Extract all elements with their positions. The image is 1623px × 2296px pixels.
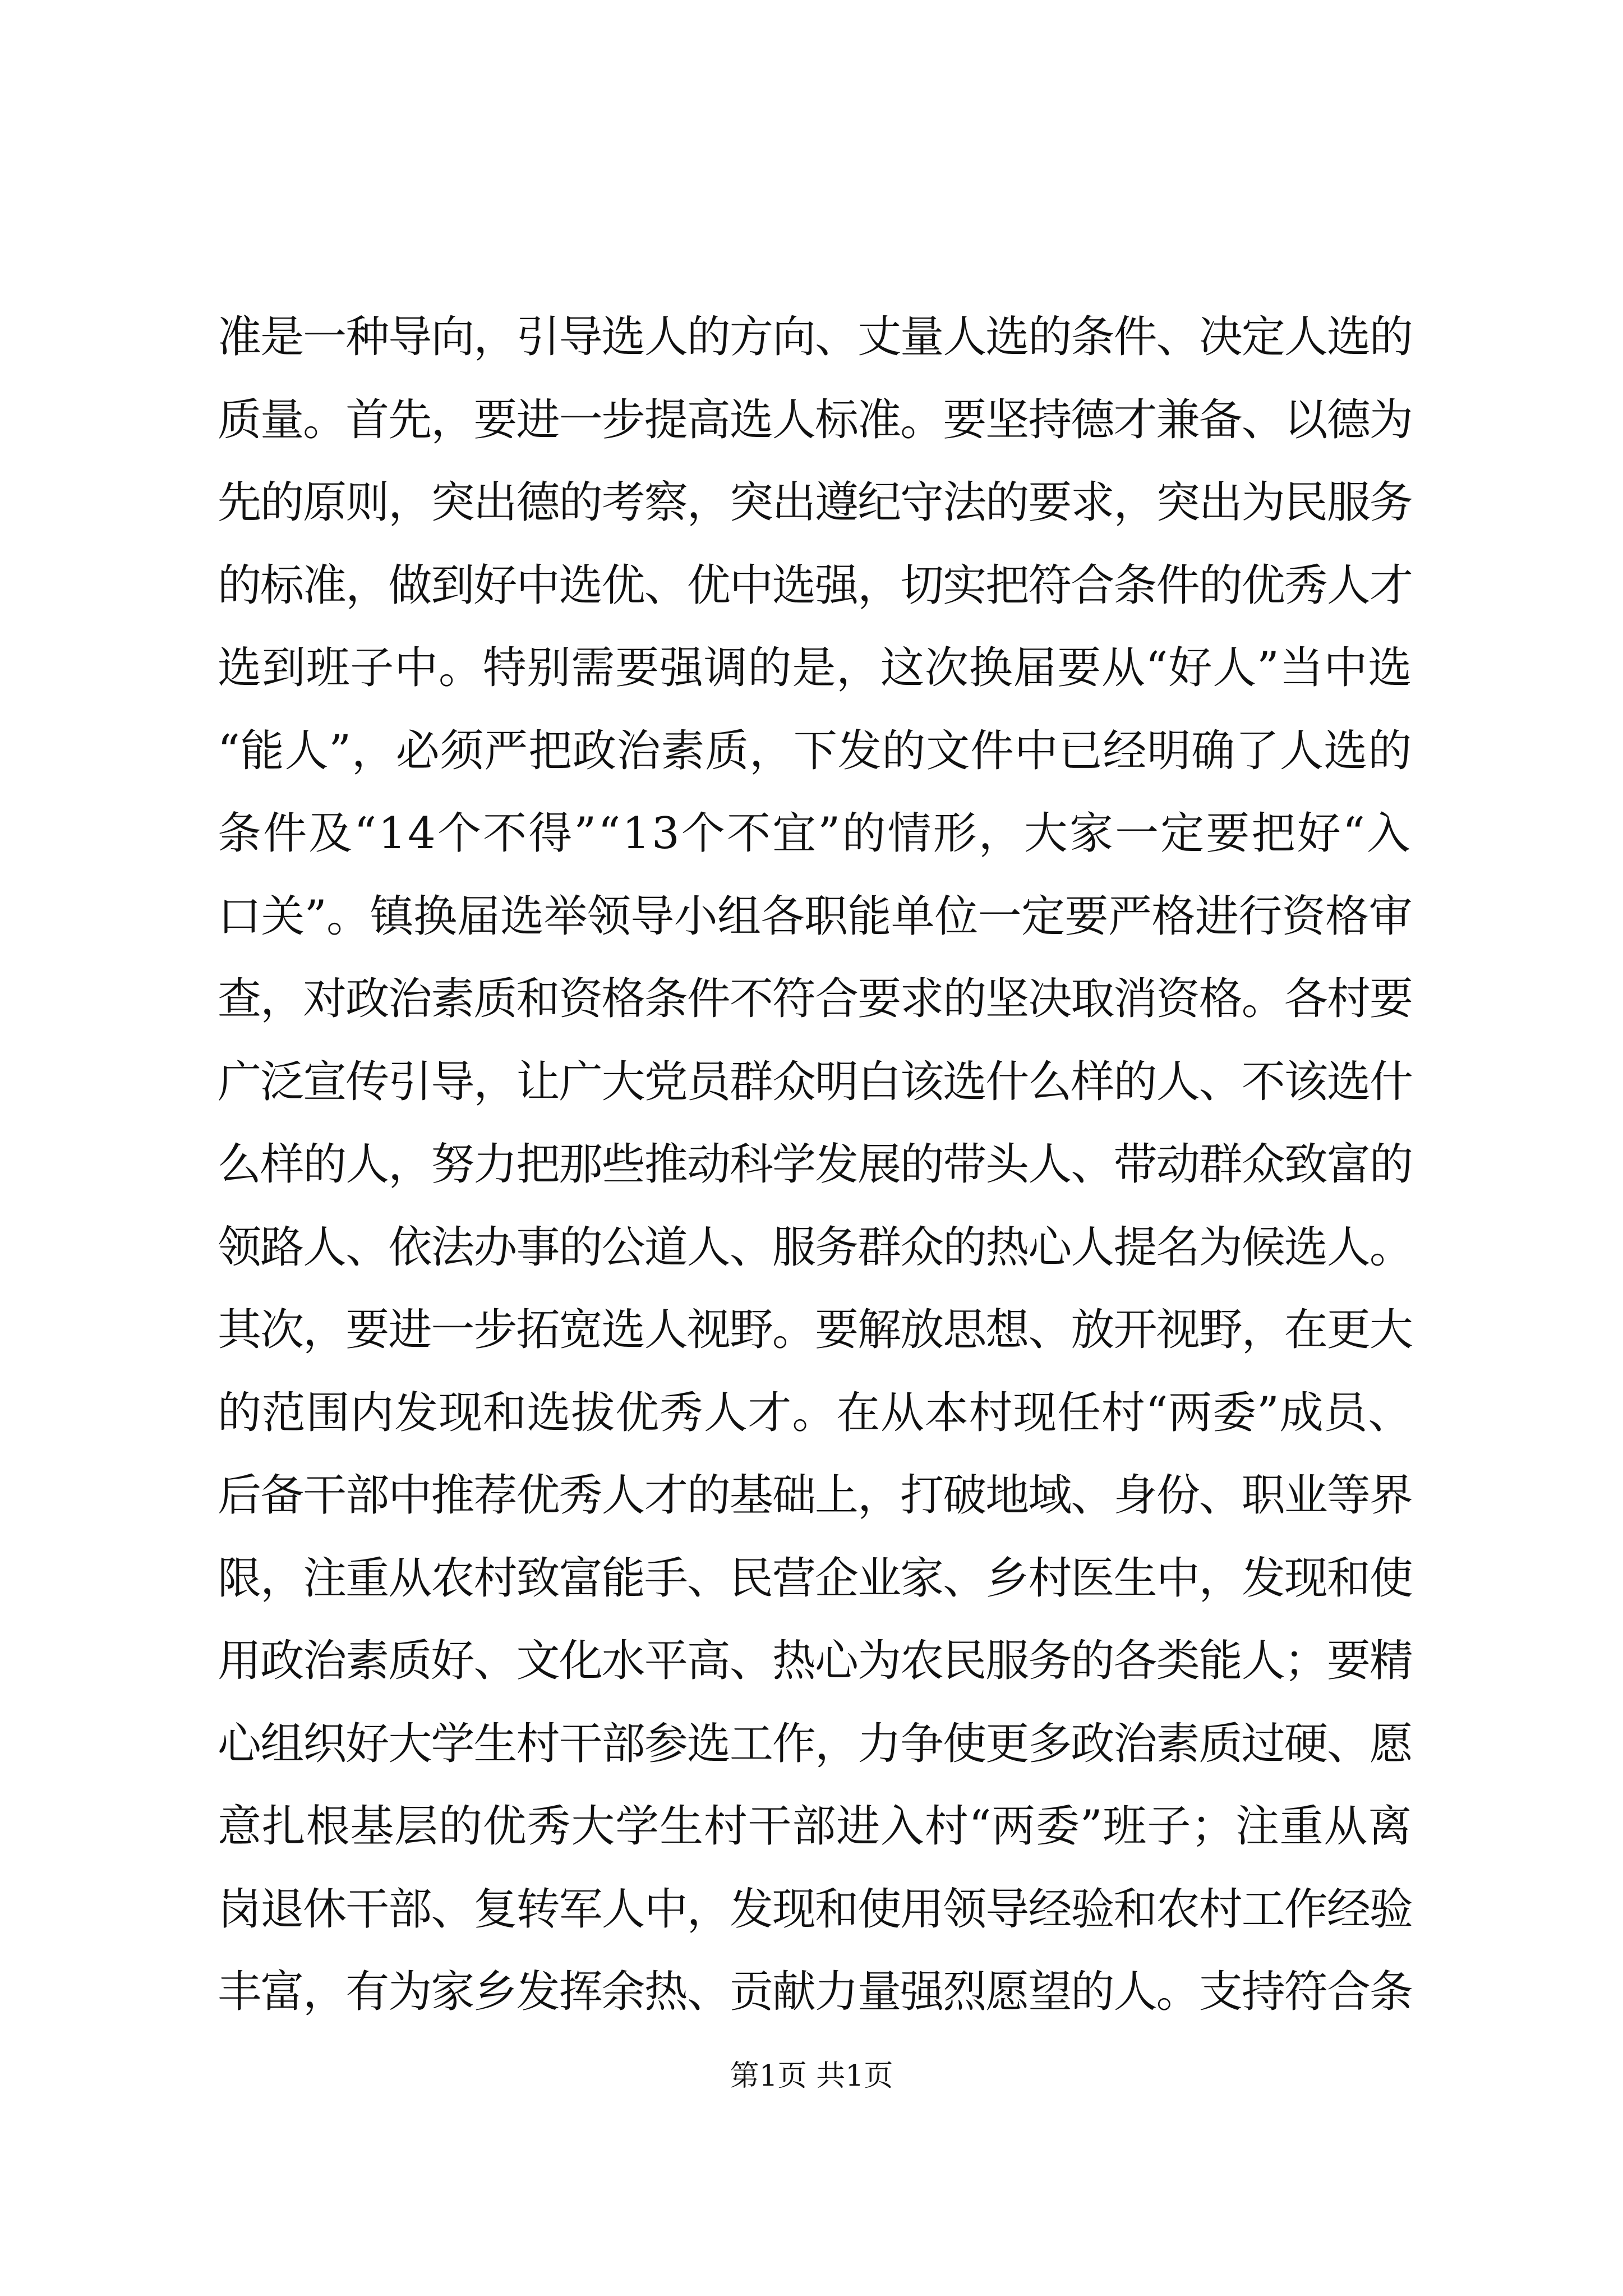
body-line: 岗退休干部、复转军人中，发现和使用领导经验和农村工作经验 [218, 1884, 1412, 1935]
body-line: 用政治素质好、文化水平高、热心为农民服务的各类能人；要精 [218, 1636, 1412, 1686]
body-line: 后备干部中推荐优秀人才的基础上，打破地域、身份、职业等界 [218, 1470, 1412, 1521]
body-line: 意扎根基层的优秀大学生村干部进入村“两委”班子；注重从离 [218, 1801, 1412, 1852]
body-line: 条件及“14个不得”“13个不宜”的情形，大家一定要把好“入 [218, 808, 1412, 859]
body-line: 选到班子中。特别需要强调的是，这次换届要从“好人”当中选 [218, 643, 1412, 693]
body-line: 心组织好大学生村干部参选工作，力争使更多政治素质过硬、愿 [218, 1718, 1412, 1769]
page-number-footer: 第1页 共1页 [730, 2059, 893, 2093]
document-body [218, 296, 1412, 2034]
body-line: 广泛宣传引导，让广大党员群众明白该选什么样的人、不该选什 [218, 1056, 1412, 1107]
body-line: 口关”。镇换届选举领导小组各职能单位一定要严格进行资格审 [218, 891, 1412, 942]
body-line: “能人”，必须严把政治素质，下发的文件中已经明确了人选的 [218, 725, 1412, 776]
body-line: 丰富，有为家乡发挥余热、贡献力量强烈愿望的人。支持符合条 [218, 1967, 1412, 2017]
body-line: 其次，要进一步拓宽选人视野。要解放思想、放开视野，在更大 [218, 1305, 1412, 1355]
body-line: 么样的人，努力把那些推动科学发展的带头人、带动群众致富的 [218, 1139, 1412, 1190]
body-line: 的标准，做到好中选优、优中选强，切实把符合条件的优秀人才 [218, 560, 1412, 611]
body-line: 的范围内发现和选拔优秀人才。在从本村现任村“两委”成员、 [218, 1387, 1412, 1438]
body-line: 领路人、依法办事的公道人、服务群众的热心人提名为候选人。 [218, 1222, 1412, 1273]
body-line: 先的原则，突出德的考察，突出遵纪守法的要求，突出为民服务 [218, 477, 1412, 528]
body-line: 准是一种导向，引导选人的方向、丈量人选的条件、决定人选的 [218, 312, 1412, 362]
body-line: 质量。首先，要进一步提高选人标准。要坚持德才兼备、以德为 [218, 394, 1412, 445]
body-line: 查，对政治素质和资格条件不符合要求的坚决取消资格。各村要 [218, 974, 1412, 1024]
body-line: 限，注重从农村致富能手、民营企业家、乡村医生中，发现和使 [218, 1553, 1412, 1604]
